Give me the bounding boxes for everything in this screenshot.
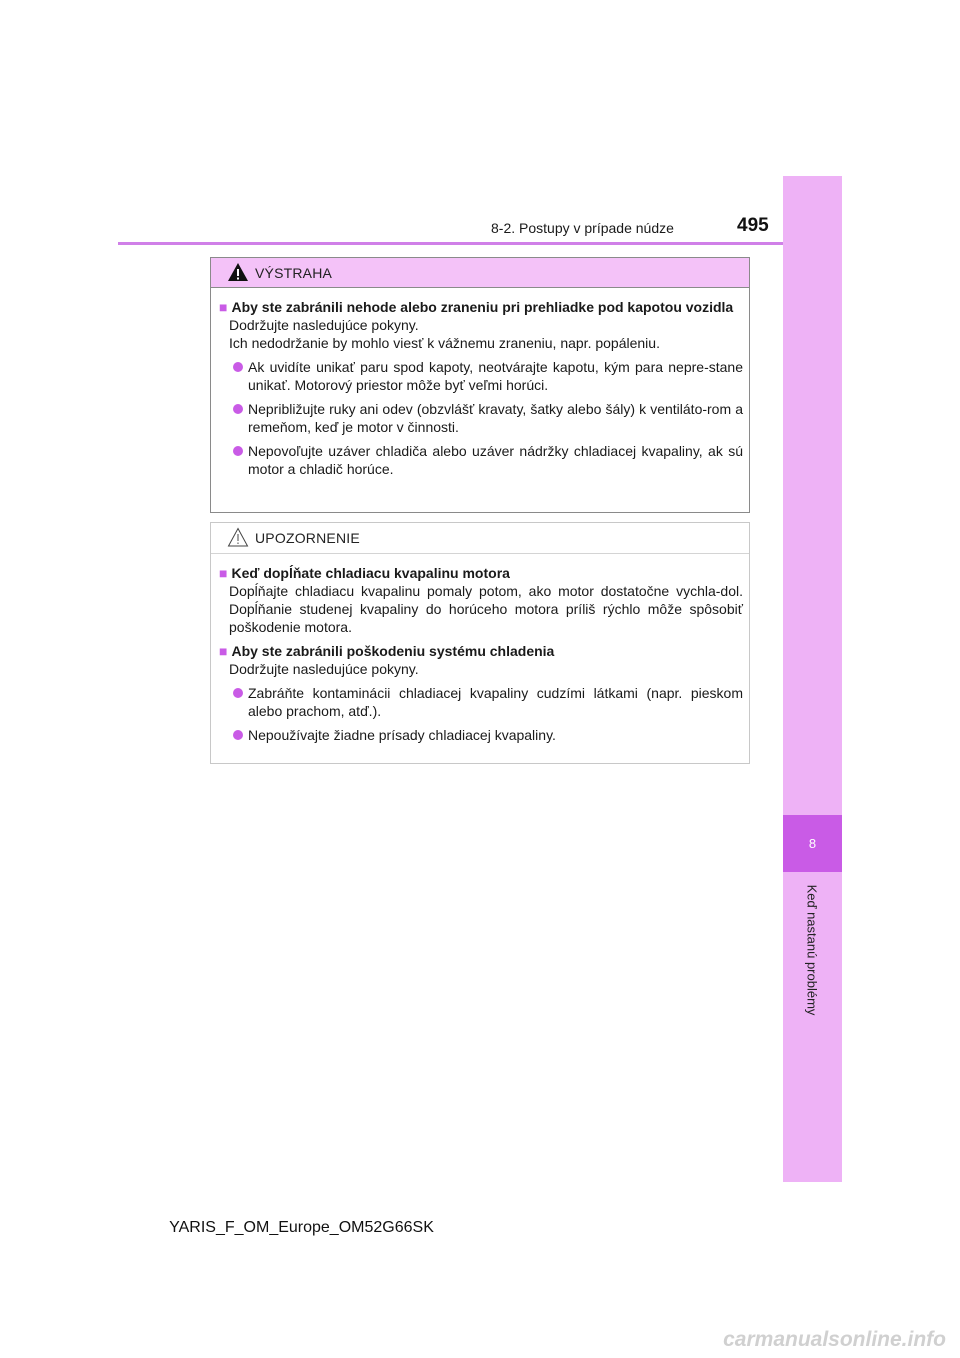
page-number: 495 bbox=[737, 215, 769, 236]
warning-header bbox=[211, 258, 749, 288]
bullet-text: Zabráňte kontaminácii chladiacej kvapaliny cudzími látkami (napr. pieskom alebo prachom, atď.). bbox=[248, 685, 743, 719]
caution-text-1: Dopĺňajte chladiacu kvapalinu pomaly potom, ako motor dostatočne vychla-dol. Dopĺňanie studenej kvapaliny do horúceho motora príliš rýchlo môže spôsobiť poškodenie motora. bbox=[229, 583, 743, 635]
chapter-number: 8 bbox=[783, 815, 842, 872]
caution-section-2 bbox=[219, 642, 743, 744]
dot-bullet-icon bbox=[233, 404, 243, 414]
watermark: carmanualsonline.info bbox=[723, 1328, 946, 1351]
caution-box bbox=[210, 522, 750, 764]
caution-header bbox=[211, 523, 749, 554]
warning-heading-text: Aby ste zabránili nehode alebo zraneniu pri prehliadke pod kapotou vozidla bbox=[231, 299, 734, 315]
warning-intro-2: Ich nedodržanie by mohlo viesť k vážnemu zraneniu, napr. popáleniu. bbox=[229, 335, 660, 351]
chapter-side-tab bbox=[783, 176, 842, 1182]
caution-heading-2 bbox=[219, 642, 743, 660]
warning-section bbox=[219, 298, 743, 478]
document-code: YARIS_F_OM_Europe_OM52G66SK bbox=[169, 1219, 434, 1236]
list-item bbox=[219, 358, 743, 394]
caution-intro-2: Dodržujte nasledujúce pokyny. bbox=[229, 661, 419, 677]
warning-heading bbox=[219, 298, 743, 316]
caution-heading-1 bbox=[219, 564, 743, 582]
section-title: 8-2. Postupy v prípade núdze bbox=[491, 220, 674, 236]
footer bbox=[0, 1219, 596, 1237]
dot-bullet-icon bbox=[233, 362, 243, 372]
caution-heading-text: Aby ste zabránili poškodeniu systému chladenia bbox=[231, 643, 555, 659]
list-item bbox=[219, 400, 743, 436]
bullet-text: Ak uvidíte unikať paru spod kapoty, neotvárajte kapotu, kým para nepre-stane unikať. Motorový priestor môže byť veľmi horúci. bbox=[248, 359, 743, 393]
warning-intro: Dodržujte nasledujúce pokyny. bbox=[229, 317, 419, 333]
bullet-text: Nepovoľujte uzáver chladiča alebo uzáver nádržky chladiacej kvapaliny, ak sú motor a chladič horúce. bbox=[248, 443, 743, 477]
list-item bbox=[219, 726, 743, 744]
list-item bbox=[219, 442, 743, 478]
bullet-text: Nepoužívajte žiadne prísady chladiacej kvapaliny. bbox=[248, 727, 556, 743]
dot-bullet-icon bbox=[233, 446, 243, 456]
warning-triangle-icon bbox=[227, 262, 249, 282]
caution-triangle-icon bbox=[227, 527, 249, 547]
warning-box bbox=[210, 257, 750, 513]
dot-bullet-icon bbox=[233, 688, 243, 698]
caution-title: UPOZORNENIE bbox=[255, 530, 360, 546]
dot-bullet-icon bbox=[233, 730, 243, 740]
bullet-text: Nepribližujte ruky ani odev (obzvlášť kravaty, šatky alebo šály) k ventiláto-rom a remeňom, keď je motor v činnosti. bbox=[248, 401, 743, 435]
warning-title: VÝSTRAHA bbox=[255, 265, 333, 281]
square-bullet-icon: ■ bbox=[219, 299, 228, 315]
caution-section-1 bbox=[219, 564, 743, 636]
chapter-label: Keď nastanú problémy bbox=[804, 884, 820, 1016]
list-item bbox=[219, 684, 743, 720]
square-bullet-icon: ■ bbox=[219, 643, 228, 659]
caution-heading-text: Keď dopĺňate chladiacu kvapalinu motora bbox=[231, 565, 510, 581]
header-rule bbox=[118, 242, 842, 245]
square-bullet-icon: ■ bbox=[219, 565, 228, 581]
